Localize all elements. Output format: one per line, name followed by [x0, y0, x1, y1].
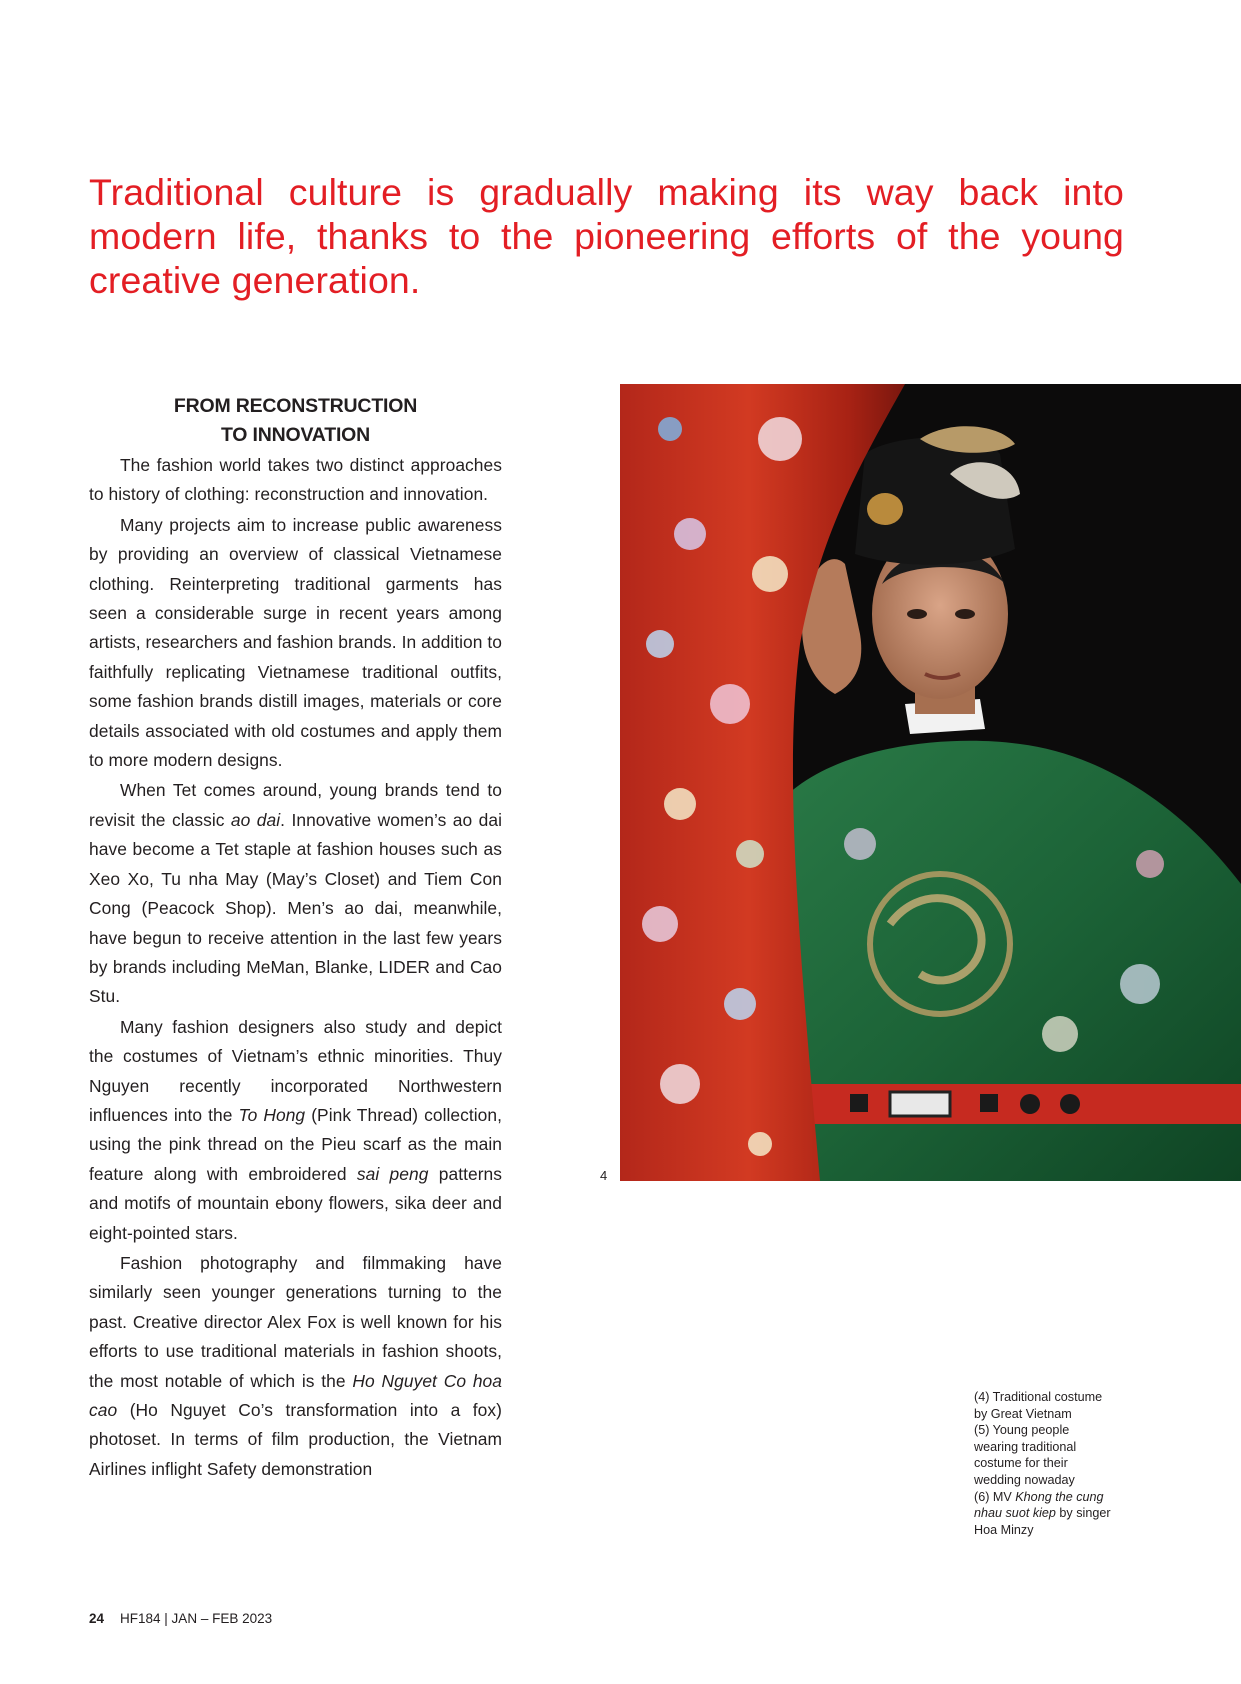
emphasis: Ho Nguyet Co hoa cao [89, 1370, 503, 1420]
photo-number: 4 [600, 1168, 608, 1183]
caption-line: by Great Vietnam [974, 1406, 1072, 1421]
paragraph-2: Many projects aim to increase public awareness by providing an overview of classical Vietnamese clothing. Reinterpreting traditional garments has seen a considerable surge in recent years among artists, researchers and fashion brands. In addition to faithfully replicating Vietnamese traditional outfits, some fashion brands distill images, materials or core details associated with old costumes and apply them to more modern designs. [89, 514, 502, 771]
text-run: (Pink Thread) collection, using the pink thread on the Pieu scarf as the main feature along with embroidered [89, 1104, 502, 1184]
article-column [89, 392, 502, 1484]
text-run: patterns and motifs of mountain ebony flowers, sika deer and eight-pointed stars. [89, 1163, 503, 1243]
paragraph-4 [89, 1013, 502, 1248]
photo-traditional-costume [620, 384, 1241, 1181]
section-heading-line: TO INNOVATION [220, 424, 371, 446]
belt-buckle [890, 1092, 950, 1116]
emphasis: sai peng [356, 1163, 429, 1184]
text-run: (6) MV [974, 1489, 1016, 1504]
section-heading [89, 392, 502, 450]
pull-quote [89, 170, 1124, 302]
emphasis: nhau suot kiep [974, 1506, 1056, 1521]
text-run: (Ho Nguyet Co’s transformation into a fox) photoset. In terms of film production, the Vietnam Airlines inflight Safety demonstration [89, 1400, 502, 1479]
text-run: . Innovative women’s ao dai have become a Tet staple at fashion houses such as Xeo Xo, Tu nha May (May’s Closet) and Tiem Con Cong (Peacock Shop). Men’s ao dai, meanwhile, have begun to receive attention in the last few years by brands including MeMan, Blanke, LIDER and Cao Stu. [89, 809, 502, 1007]
paragraph-3 [89, 776, 502, 1011]
caption-line [974, 1505, 1134, 1522]
caption-line: (5) Young people [974, 1423, 1070, 1438]
emphasis: Khong the cung [1015, 1489, 1104, 1504]
caption-line [974, 1489, 1134, 1506]
caption-line: costume for their [974, 1456, 1068, 1471]
text-run: When Tet comes around, young brands tend to revisit the classic [89, 780, 502, 830]
caption-line: Hoa Minzy [974, 1522, 1034, 1537]
paragraph-5 [89, 1249, 502, 1484]
caption-line: (4) Traditional costume [974, 1390, 1103, 1404]
emphasis: ao dai [230, 809, 281, 830]
page-footer [89, 1611, 272, 1626]
caption-line: wearing traditional [974, 1439, 1077, 1454]
section-heading-line: FROM RECONSTRUCTION [173, 395, 418, 417]
text-run: Many fashion designers also study and depict the costumes of Vietnam’s ethnic minorities. Thuy Nguyen recently incorporated Northwestern influences into the [89, 1016, 502, 1125]
paragraph-1: The fashion world takes two distinct approaches to history of clothing: reconstruction and innovation. [89, 455, 502, 505]
page-number: 24 [89, 1611, 105, 1626]
pull-quote-line: creative generation. [89, 259, 421, 301]
issue-label: HF184 | JAN – FEB 2023 [120, 1611, 273, 1626]
caption-line: wedding nowaday [974, 1472, 1075, 1487]
photo-illustration [620, 384, 1241, 1181]
text-run: by singer [1055, 1506, 1111, 1521]
pull-quote-line: Traditional culture is gradually making its way back into [89, 171, 1124, 213]
emphasis: To Hong [238, 1104, 306, 1125]
photo-captions [974, 1389, 1134, 1538]
text-run: Fashion photography and filmmaking have similarly seen younger generations turning to the past. Creative director Alex Fox is well known for his efforts to use traditional materials in fashion shoots, the most notable of which is the [89, 1252, 502, 1391]
pull-quote-line: modern life, thanks to the pioneering efforts of the young [89, 215, 1124, 257]
